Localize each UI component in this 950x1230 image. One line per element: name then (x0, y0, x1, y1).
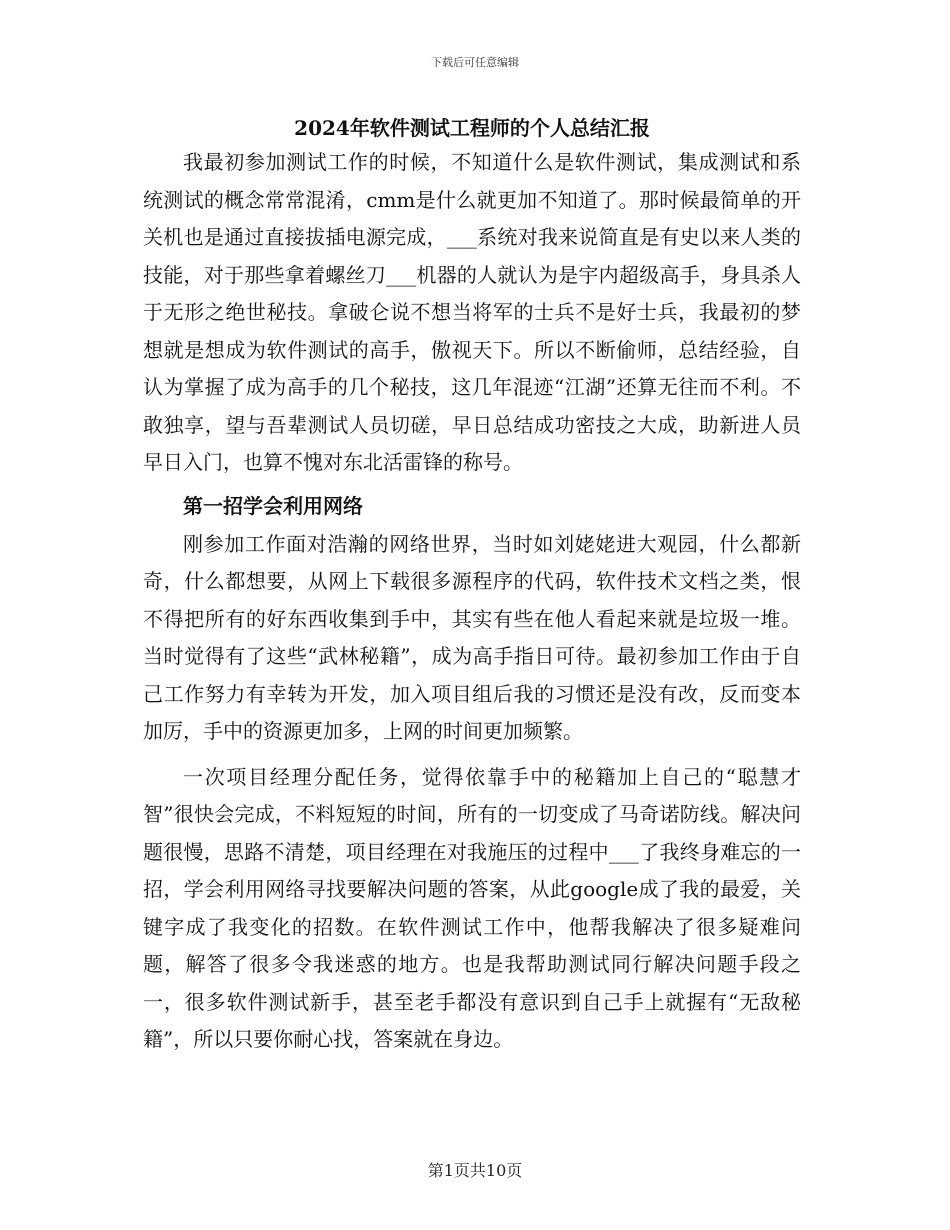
page-footer: 第1页共10页 (427, 1161, 523, 1180)
section-paragraph-2: 一次项目经理分配任务，觉得依靠手中的秘籍加上自己的“聪慧才智”很快会完成，不料短短的时间，所有的一切变成了马奇诺防线。解决问题很慢，思路不清楚，项目经理在对我施压的过程中___了我终身难忘的一招，学会利用网络寻找要解决问题的答案，从此google成了我的最爱，关键字成了我变化的招数。在软件测试工作中，他帮我解决了很多疑难问题，解答了很多令我迷惑的地方。也是我帮助测试同行解决问题手段之一，很多软件测试新手，甚至老手都没有意识到自己手上就握有“无敌秘籍”，所以只要你耐心找，答案就在身边。 (143, 764, 801, 1051)
section-heading: 第一招学会利用网络 (183, 493, 363, 518)
page-header-note: 下载后可任意编辑 (431, 56, 519, 69)
document-body (143, 112, 801, 1059)
section-paragraph-1: 刚参加工作面对浩瀚的网络世界，当时如刘姥姥进大观园，什么都新奇，什么都想要，从网上下载很多源程序的代码，软件技术文档之类，恨不得把所有的好东西收集到手中，其实有些在他人看起来就是垃圾一堆。当时觉得有了这些“武林秘籍”，成为高手指日可待。最初参加工作由于自己工作努力有幸转为开发，加入项目组后我的习惯还是没有改，反而变本加厉，手中的资源更加多，上网的时间更加频繁。 (143, 531, 801, 743)
intro-paragraph: 我最初参加测试工作的时候，不知道什么是软件测试，集成测试和系统测试的概念常常混淆，cmm是什么就更加不知道了。那时候最简单的开关机也是通过直接拔插电源完成，___系统对我来说简直是有史以来人类的技能，对于那些拿着螺丝刀___机器的人就认为是宇内超级高手，身具杀人于无形之绝世秘技。拿破仑说不想当将军的士兵不是好士兵，我最初的梦想就是想成为软件测试的高手，傲视天下。所以不断偷师，总结经验，自认为掌握了成为高手的几个秘技，这几年混迹“江湖”还算无往而不利。不敢独享，望与吾辈测试人员切磋，早日总结成功密技之大成，助新进人员早日入门，也算不愧对东北活雷锋的称号。 (143, 150, 801, 474)
document-title: 2024年软件测试工程师的个人总结汇报 (294, 116, 650, 140)
